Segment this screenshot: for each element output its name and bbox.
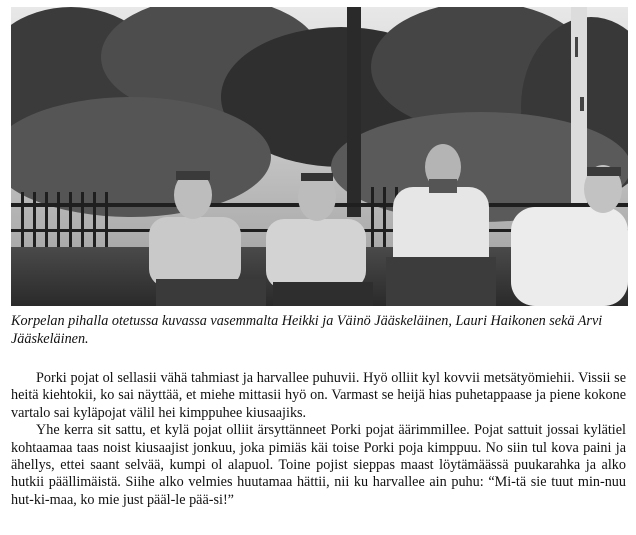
paragraph-2: Yhe kerra sit sattu, et kylä pojat olliit ärsyttänneet Porki pojat äärimmillee. Pojat sattuit jossai kylätiel kohtaamaa taas noist kiusaajist jonkuu, joka pimiäs käi toise Porki poja kimppuu. No siin tul kova paini ja ähellys, ettei saant selvää, kumpi ol alapuol. Toine pojist sieppas maast löytämäässä puukarahka ja alko hutkii päällimäistä. Siihe alko velmies huutamaa hättii, nii ku harvallee ain puhu: “Mi-tä sie tuut min-nuu hut-ki-maa, ko mie just pääl-le pää-si!” — [11, 422, 626, 508]
photo-caption: Korpelan pihalla otetussa kuvassa vasemmalta Heikki ja Väinö Jääskeläinen, Lauri Haikonen sekä Arvi Jääskeläinen. — [11, 313, 603, 347]
photo-illustration — [11, 7, 628, 306]
paragraph-1: Porki pojat ol sellasii vähä tahmiast ja harvallee puhuvii. Hyö olliit kyl kovvii metsätyömiehii. Vissii se heitä kiehtokii, ko sai näyttää, et miehe mittasii hyö on. Varmast se heijä hias puhetappaase ja piene kokone vartalo sai kyläpojat välil hei kimppuhee kiusaajiks. — [11, 370, 626, 421]
historical-photo — [11, 7, 628, 306]
article-body — [11, 370, 626, 509]
